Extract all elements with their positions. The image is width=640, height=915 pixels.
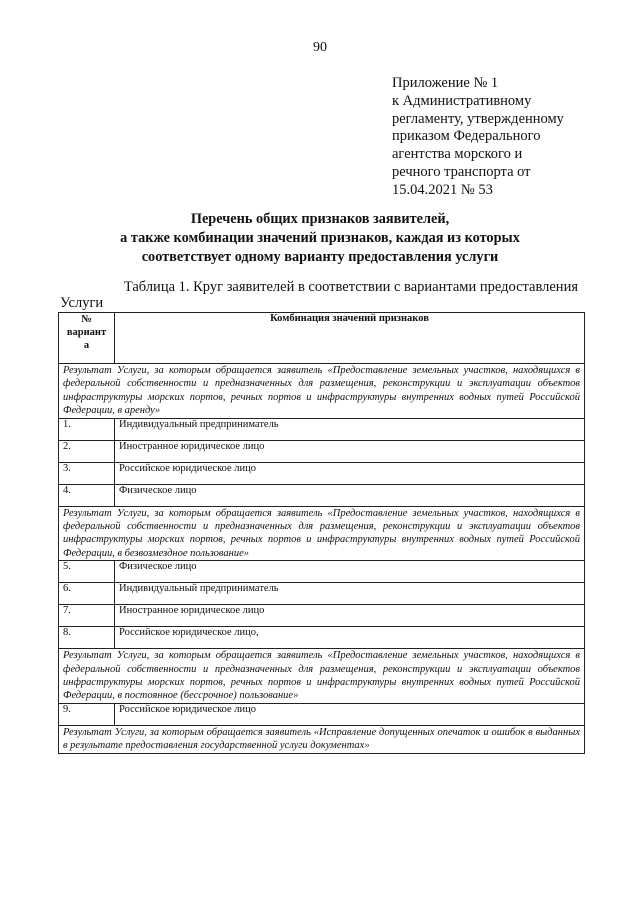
- table-row: [59, 627, 585, 649]
- variant-number: 5.: [59, 561, 115, 583]
- variant-value: Российское юридическое лицо,: [115, 627, 585, 649]
- variant-value: Индивидуальный предприниматель: [115, 583, 585, 605]
- result-text: Результат Услуги, за которым обращается заявитель «Предоставление земельных участков, находящихся в федеральной собственности и предназначенных для размещения, реконструкции и эксплуатации объектов инфраструктуры морских портов, речных портов и инфраструктуры внутренних водных путей Российской Федерации, в безвозмездное пользование»: [59, 506, 585, 561]
- variant-number: 4.: [59, 484, 115, 506]
- appendix-line: к Административному: [392, 92, 532, 109]
- table-caption: [60, 279, 590, 311]
- variant-value: Физическое лицо: [115, 561, 585, 583]
- result-text: Результат Услуги, за которым обращается заявитель «Исправление допущенных опечаток и ошибок в выданных в результате предоставления государственной услуги документах»: [59, 725, 585, 753]
- variant-value: Иностранное юридическое лицо: [115, 605, 585, 627]
- appendix-line: речного транспорта от: [392, 163, 531, 180]
- appendix-note: [392, 75, 592, 200]
- table-row: [59, 561, 585, 583]
- result-row: [59, 364, 585, 419]
- variant-value: Физическое лицо: [115, 484, 585, 506]
- header-combination: Комбинация значений признаков: [115, 313, 585, 364]
- result-row: [59, 725, 585, 753]
- table-caption-line: Таблица 1. Круг заявителей в соответствии с вариантами предоставления: [123, 279, 578, 295]
- variant-number: 9.: [59, 703, 115, 725]
- table-row: [59, 462, 585, 484]
- table-row: [59, 605, 585, 627]
- table-row: [59, 440, 585, 462]
- header-variant-number: № вариант а: [59, 313, 115, 364]
- variant-number: 8.: [59, 627, 115, 649]
- variant-number: 7.: [59, 605, 115, 627]
- variant-number: 2.: [59, 440, 115, 462]
- table-row: [59, 703, 585, 725]
- table-row: [59, 583, 585, 605]
- heading-line: соответствует одному варианту предоставления услуги: [141, 249, 499, 265]
- result-text: Результат Услуги, за которым обращается заявитель «Предоставление земельных участков, находящихся в федеральной собственности и предназначенных для размещения, реконструкции и эксплуатации объектов инфраструктуры морских портов, речных портов и инфраструктуры внутренних водных путей Российской Федерации, в аренду»: [59, 364, 585, 419]
- variant-value: Индивидуальный предприниматель: [115, 418, 585, 440]
- variant-number: 1.: [59, 418, 115, 440]
- table-caption-line: Услуги: [60, 295, 104, 311]
- variant-value: Российское юридическое лицо: [115, 703, 585, 725]
- appendix-line: 15.04.2021 № 53: [392, 181, 493, 198]
- page-number: 90: [313, 40, 327, 55]
- variant-number: 3.: [59, 462, 115, 484]
- table-row: [59, 418, 585, 440]
- document-heading: [60, 210, 580, 267]
- table-row: [59, 484, 585, 506]
- variant-value: Российское юридическое лицо: [115, 462, 585, 484]
- result-text: Результат Услуги, за которым обращается заявитель «Предоставление земельных участков, находящихся в федеральной собственности и предназначенных для размещения, реконструкции и эксплуатации объектов инфраструктуры морских портов, речных портов и инфраструктуры внутренних водных путей Российской Федерации, в постоянное (бессрочное) пользование»: [59, 649, 585, 704]
- appendix-line: Приложение № 1: [392, 75, 499, 91]
- result-row: [59, 649, 585, 704]
- variant-number: 6.: [59, 583, 115, 605]
- heading-line: Перечень общих признаков заявителей,: [190, 211, 450, 227]
- table-header-row: [59, 313, 585, 364]
- result-row: [59, 506, 585, 561]
- applicant-criteria-table: [58, 312, 585, 754]
- appendix-line: регламенту, утвержденному: [392, 110, 564, 127]
- appendix-line: приказом Федерального: [392, 128, 541, 145]
- heading-line: а также комбинации значений признаков, каждая из которых: [120, 230, 520, 246]
- variant-value: Иностранное юридическое лицо: [115, 440, 585, 462]
- appendix-line: агентства морского и: [392, 146, 523, 163]
